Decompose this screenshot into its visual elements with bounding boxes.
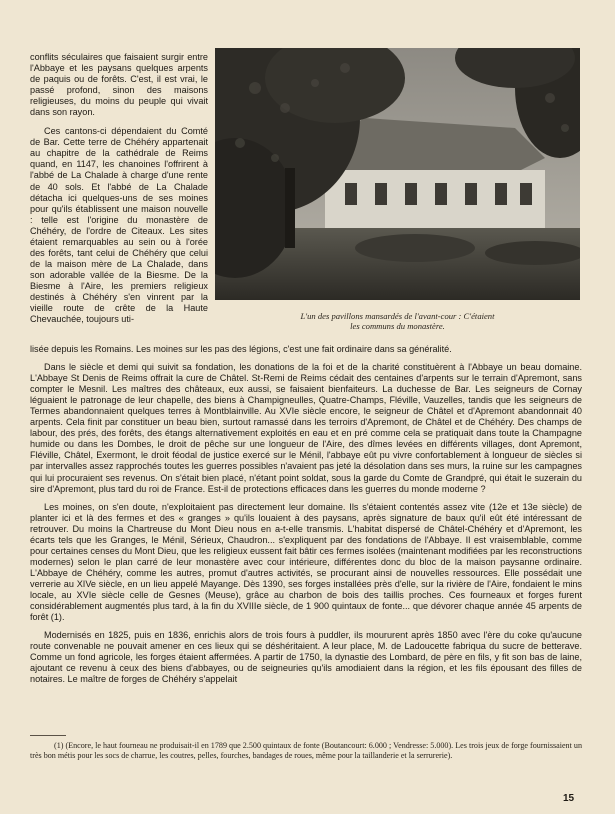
paragraph: Ces cantons-ci dépendaient du Comté de Bar. Cette terre de Chéhéry appartenait au chapitre de la cathédrale de Reims quand, en 1147, les chanoines l'offrirent à l'abbé de La Chalade à charge d'une rente de 40 sols. Et l'abbé de La Chalade détacha ici quelques-uns de ses moines pour qu'ils établissent une maison nouvelle : telle est l'origine du monastère de Chéhéry, de l'ordre de Citeaux. Les sites étaient remarquables au sein ou à l'orée des forêts, tant celui de Chéhéry que celui de la maison mère de La Chalade, dans son adorable vallée de la Biesme. De la Biesme à l'Aire, les premiers religieux destinés à Chéhéry s'en vinrent par la vieille route de crête de la Haute Chevauchée, toujours uti- — [30, 126, 208, 325]
left-column — [30, 52, 208, 325]
abbey-pavilion-photo — [215, 48, 580, 300]
photograph — [215, 48, 580, 300]
paragraph: lisée depuis les Romains. Les moines sur les pas des légions, c'est une fait ordinaire dans sa généralité. — [30, 344, 452, 354]
footnote-rule — [30, 735, 66, 736]
page-number: 15 — [563, 793, 575, 804]
figure-caption — [215, 311, 580, 331]
footnote — [30, 741, 582, 760]
paragraph: conflits séculaires que faisaient surgir entre l'Abbaye et les paysans quelques arpents de paquis ou de forêts. C'est, il est vrai, le passé profond, sinon des maisons religieuses, du moins du peuple qui vivait dans son rayon. — [30, 52, 208, 118]
paragraph: Dans le siècle et demi qui suivit sa fondation, les donations de la foi et de la charité constituèrent à l'Abbaye un beau domaine. L'Abbaye St Denis de Reims offrait la cure de Châtel. St-Remi de Reims cédait des centaines d'arpents sur le terrain d'Apremont, sans compter le Mesnil. Les maîtres des châteaux, eux aussi, se faisaient bienfaiteurs. La duchesse de Bar. Les seigneurs de Cornay léguaient le patronage de leur chapelle, des biens à Champigneulles, Quatre-Champs, Fléville, Vauzelles, tandis que les seigneurs de Termes abandonnaient quelques terres à Montblainville. Au XVIe siècle encore, le seigneur de Châtel et d'Apremont abandonnait 40 arpents. Cela finit par constituer un beau bien, surtout ramassé dans les terroirs d'Apremont, de Châtel et de Chéhéry. Des champs de labour, des prés, des forêts, des étangs alternativement exploités en eau et en pré comme cela se pratiquait dans toute la Champagne humide ou dans les Dombes, le droit de pêche sur une longueur de l'Aire, des dîmes levées en différents villages, dont Apremont, Fléville, Châtel, Exermont, le droit féodal de justice exercé sur le Ménil, l'abbaye eût pu vivre confortablement à longueur de siècles si par intervalles assez rapprochés toutes les guerres possibles n'avaient pas jeté la désolation dans ses murs, la ruine sur les campagnes qui lui procuraient ses revenus. On s'était bien placé, n'étant point soldat, sous la garde du Comte de Grandpré, qui était le suzerain du sire d'Apremont, plus tard du roi de France. Est-il de protections efficaces dans les guerres du monde moderne ? — [30, 362, 582, 494]
main-text — [30, 344, 582, 692]
footnote-text: (1) (Encore, le haut fourneau ne produisait-il en 1789 que 2.500 quintaux de fonte (Boutancourt: 6.000 ; Vendresse: 5.000). Les trois jeux de forge fournissaient un très bon métis pour les socs de charrue, les coutres, pelles, fourches, bandages de roues, même pour la taillanderie et la serrurerie). — [30, 741, 582, 760]
caption-line: les communs du monastère. — [350, 321, 445, 331]
paragraph: Les moines, on s'en doute, n'exploitaient pas directement leur domaine. Ils s'étaient contentés assez vite (12e et 13e siècle) de planter ici et là des fermes et des « granges » qu'ils louaient à des paysans, après signature de baux qu'il eût été intéressant de retrouver. Du moins la Chartreuse du Mont Dieu nous en a-t-elle transmis. L'habitat dispersé de Châtel-Chéhéry et d'Apremont, les écarts tels que les Granges, le Ménil, Sérieux, Chaudron... s'expliquent par des fondations de l'Abbaye. Il est vraisemblable, comme pour certaines censes du Mont Dieu, que les religieux eussent fait bâtir ces fermes isolées (maintenant modifiées par les reconstructions modernes) selon le plan carré de leur monastère avec cour intérieure, différentes donc du bloc de la maison paysanne ordinaire. L'Abbaye de Chéhéry, comme les autres, promut d'autres activités, se procurant ainsi de nouvelles ressources. Elle possédait une verrerie au XIVe siècle, en un lieu appelé Mayange. Dès 1390, ses forges installées près d'elle, sur la rivière de l'Aire, fondaient le mins locale, au XVIe siècle celle de Gesnes (Meuse), grâce au charbon de bois des taillis proches. Ces fourneaux et forges furent considérablement augmentés plus tard, à la fin du XVIIIe siècle, de 1 900 quintaux de fonte... que dévorer chaque année 45 arpents de forêt (1). — [30, 501, 582, 623]
paragraph: Modernisés en 1825, puis en 1836, enrichis alors de trois fours à puddler, ils moururent après 1850 avec l'ère du coke qu'aucune route convenable ne pouvait amener en ces lieux qui se déshéritaient. A leur place, M. de Ladoucette fabriqua du sucre de betterave. Comme un fond agricole, les forges étaient affermées. A partir de 1750, la dynastie des Lombard, de père en fils, y fit son bas de laine, ajoutant ce revenu à ceux des biens d'abbayes, ou de seigneuries qu'ils amodiaient dans la région, et les fils épousant des filles de notaires. Le maître de forges de Chéhéry s'appelait — [30, 630, 582, 685]
caption-line: L'un des pavillons mansardés de l'avant-cour : C'étaient — [300, 311, 495, 321]
